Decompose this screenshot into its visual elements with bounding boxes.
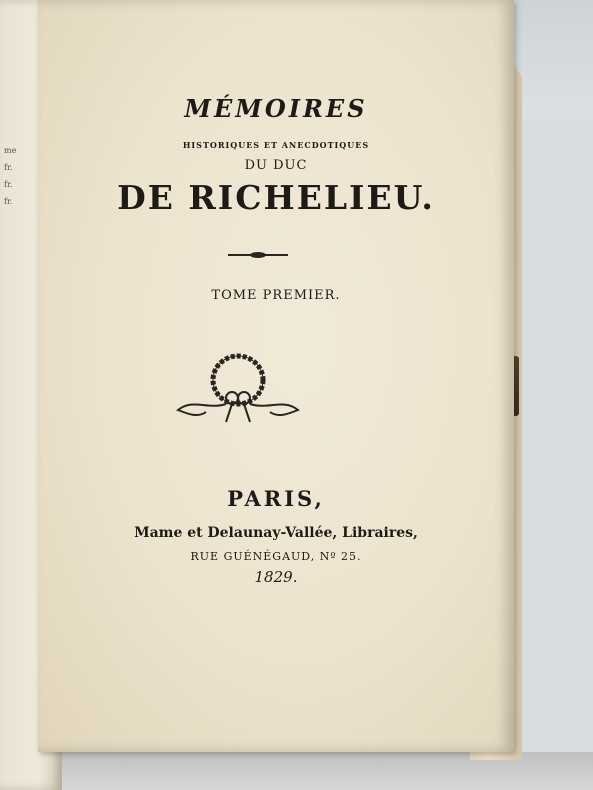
book-title: MÉMOIRES xyxy=(184,94,368,123)
publisher: Mame et Delaunay-Vallée, Libraires, xyxy=(134,525,418,541)
book-subtitle: HISTORIQUES ET ANECDOTIQUES xyxy=(182,140,370,150)
title-page xyxy=(38,0,514,752)
left-page-fragment: me xyxy=(4,146,17,155)
city: PARIS, xyxy=(227,486,325,511)
wreath-ornament-icon xyxy=(168,348,308,438)
left-page-fragment: fr. xyxy=(4,163,13,172)
left-page-fragment: fr. xyxy=(4,180,13,189)
left-page-fragment: fr. xyxy=(4,197,13,206)
ornamental-rule xyxy=(228,254,288,256)
address: RUE GUÉNÉGAUD, Nº 25. xyxy=(190,550,362,563)
du-duc-line: DU DUC xyxy=(244,158,308,173)
volume-label: TOME PREMIER. xyxy=(211,288,341,303)
year: 1829. xyxy=(254,568,298,586)
book-name: DE RICHELIEU. xyxy=(117,178,435,217)
